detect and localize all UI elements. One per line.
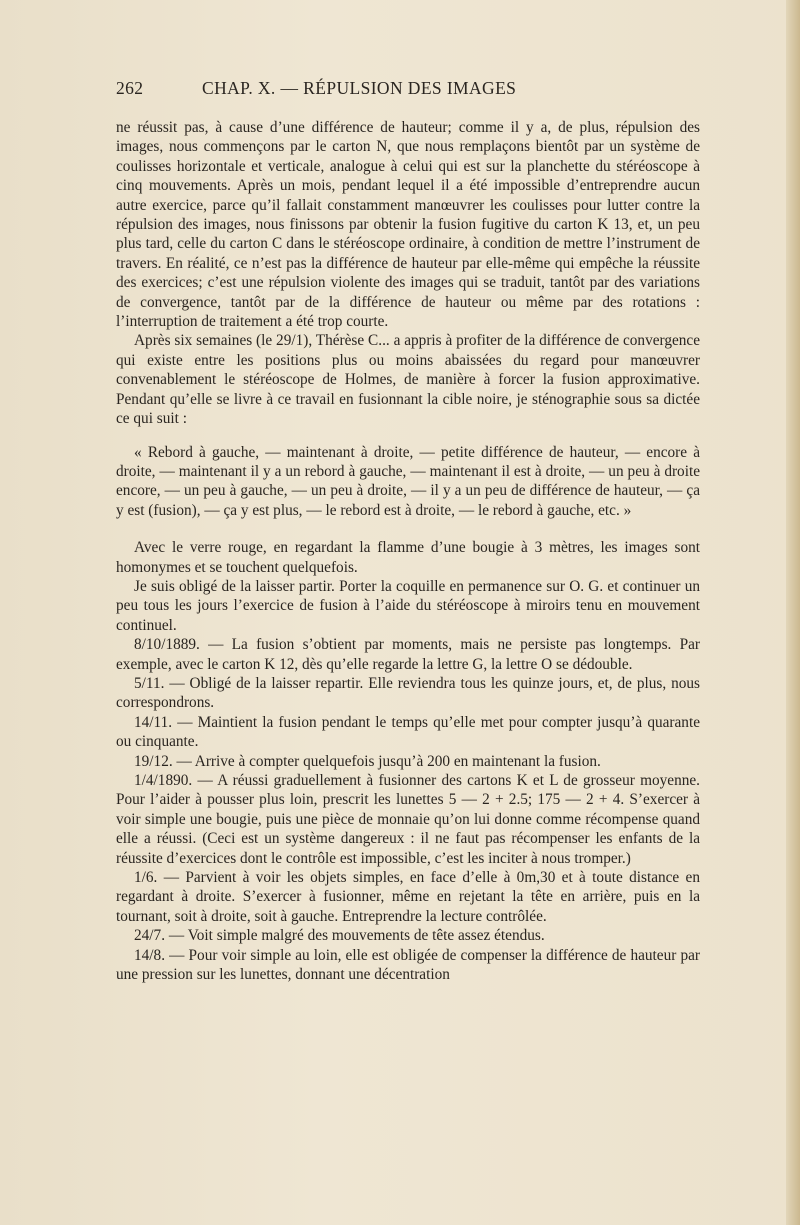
- spacer: [116, 520, 700, 538]
- entry: 14/11. — Maintient la fusion pendant le temps qu’elle met pour compter jusqu’à quarante ou cinquante.: [116, 713, 700, 751]
- entry: 5/11. — Obligé de la laisser repartir. Elle reviendra tous les quinze jours, et, de plus, nous correspondrons.: [116, 674, 700, 712]
- entry: 19/12. — Arrive à compter quelquefois jusqu’à 200 en maintenant la fusion.: [134, 752, 601, 770]
- entry: 8/10/1889. — La fusion s’obtient par moments, mais ne persiste pas longtemps. Par exemple, avec le carton K 12, dès qu’elle regarde la lettre G, la lettre O se dédouble.: [116, 636, 700, 673]
- page-edge: [786, 0, 800, 1225]
- page-body: [116, 118, 700, 984]
- spacer: [116, 429, 700, 443]
- entry: 1/4/1890. — A réussi graduellement à fusionner des cartons K et L de grosseur moyenne. Pour l’aider à pousser plus loin, prescrit les lunettes 5 — 2 + 2.5; 175 — 2 + 4. S’exercer à voir simple une bougie, puis une pièce de monnaie qu’on lui donne comme récompense quand elle a réussi. (Ceci est un système dangereux : il ne faut pas récompenser les enfants de la réussite d’exercices dont le contrôle est impossible, c’est les inciter à nous tromper.): [116, 772, 700, 867]
- running-title: CHAP. X. — RÉPULSION DES IMAGES: [202, 78, 517, 98]
- entry: 1/6. — Parvient à voir les objets simples, en face d’elle à 0m,30 et à toute distance en regardant à droite. S’exercer à fusionner, même en rejetant la tête en arrière, puis en la tournant, soit à droite, soit à gauche. Entreprendre la lecture contrôlée.: [116, 869, 700, 925]
- page-number: 262: [116, 78, 144, 98]
- entry: Avec le verre rouge, en regardant la flamme d’une bougie à 3 mètres, les images sont homonymes et se touchent quelquefois.: [116, 539, 700, 576]
- running-header: [116, 78, 698, 99]
- paragraph: ne réussit pas, à cause d’une différence de hauteur; comme il y a, de plus, répulsion des images, nous commençons par le carton N, que nous remplaçons bientôt par un système de coulisses horizontale et verticale, analogue à celui qui est sur la planchette du stéréoscope à cinq mouvements. Après un mois, pendant lequel il a été impossible d’entreprendre aucun autre exercice, parce qu’il fallait constamment manœuvrer les coulisses pour lutter contre la répulsion des images, nous finissons par obtenir la fusion fugitive du carton K 13, et, un peu plus tard, celle du carton C dans le stéréoscope ordinaire, à condition de mettre l’instrument de travers. En réalité, ce n’est pas la différence de hauteur par elle-même qui empêche la réussite des exercices; c’est une répulsion violente des images qui se traduit, tantôt par des variations de convergence, tantôt par de la différence de hauteur ou même par des rotations : l’interruption de traitement a été trop courte.: [116, 119, 700, 331]
- entry: Je suis obligé de la laisser partir. Porter la coquille en permanence sur O. G. et continuer un peu tous les jours l’exercice de fusion à l’aide du stéréoscope à miroirs tenu en mouvement continuel.: [116, 577, 700, 634]
- dictation-quote: « Rebord à gauche, — maintenant à droite, — petite différence de hauteur, — encore à droite, — maintenant il y a un rebord à gauche, — maintenant il est à droite, — un peu à droite encore, — un peu à gauche, — un peu à droite, — il y a un peu de différence de hauteur, — ça y est (fusion), — ça y est plus, — le rebord est à droite, — le rebord à gauche, etc. »: [116, 443, 700, 519]
- entry: 24/7. — Voit simple malgré des mouvements de tête assez étendus.: [134, 927, 545, 945]
- paragraph: Après six semaines (le 29/1), Thérèse C... a appris à profiter de la différence de convergence qui existe entre les positions plus ou moins abaissées du regard pour manœuvrer convenablement le stéréoscope de Holmes, de manière à forcer la fusion approximative. Pendant qu’elle se livre à ce travail en fusionnant la cible noire, je sténographie sous sa dictée ce qui suit :: [116, 332, 700, 428]
- entry: 14/8. — Pour voir simple au loin, elle est obligée de compenser la différence de hauteur par une pression sur les lunettes, donnant une décentration: [116, 946, 700, 984]
